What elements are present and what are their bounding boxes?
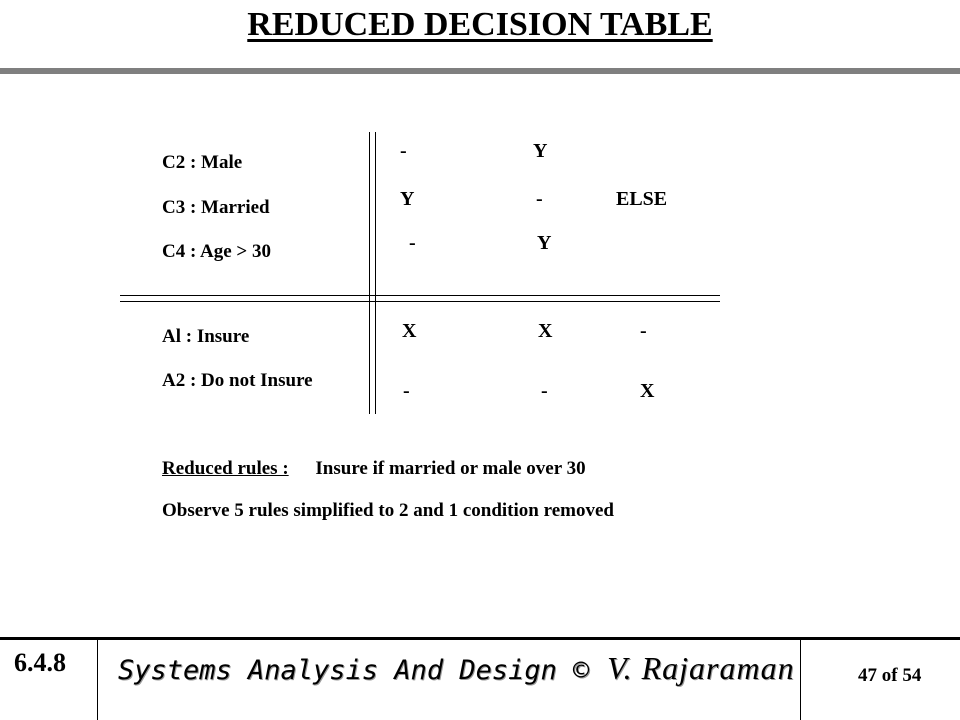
author-name: V. Rajaraman [607,650,795,686]
title-divider [0,68,960,74]
reduced-rules-text: Insure if married or male over 30 [315,458,586,479]
action-label-a1: Al : Insure [162,326,250,347]
section-number: 6.4.8 [14,648,66,677]
observation-text: Observe 5 rules simplified to 2 and 1 condition removed [162,500,614,521]
condition-entry: Y [533,140,548,162]
action-label-a2: A2 : Do not Insure [162,370,313,391]
footer-divider [0,637,960,640]
table-vertical-line [375,132,376,414]
condition-entry: Y [400,188,415,210]
slide-title: REDUCED DECISION TABLE [247,6,713,43]
footer-separator [97,640,98,720]
condition-label-c2: C2 : Male [162,152,243,173]
action-entry: - [403,380,410,402]
action-entry: X [640,380,655,402]
reduced-rules-line [162,458,586,480]
condition-label-c3: C3 : Married [162,197,270,218]
footer-separator [800,640,801,720]
footer-credit [118,650,795,687]
condition-entry: - [409,232,416,254]
action-entry: X [538,320,553,342]
condition-entry: - [536,188,543,210]
action-entry: - [640,320,647,342]
condition-entry-else: ELSE [616,188,668,210]
table-horizontal-line [120,295,720,296]
action-entry: - [541,380,548,402]
condition-entry: - [400,140,407,162]
condition-entry: Y [537,232,552,254]
reduced-rules-label: Reduced rules : [162,458,289,479]
copyright-symbol: © [572,655,590,686]
condition-label-c4: C4 : Age > 30 [162,241,271,262]
table-vertical-line [369,132,370,414]
book-title: Systems Analysis And Design [118,655,557,686]
page-number: 47 of 54 [858,665,922,686]
table-horizontal-line [120,301,720,302]
action-entry: X [402,320,417,342]
